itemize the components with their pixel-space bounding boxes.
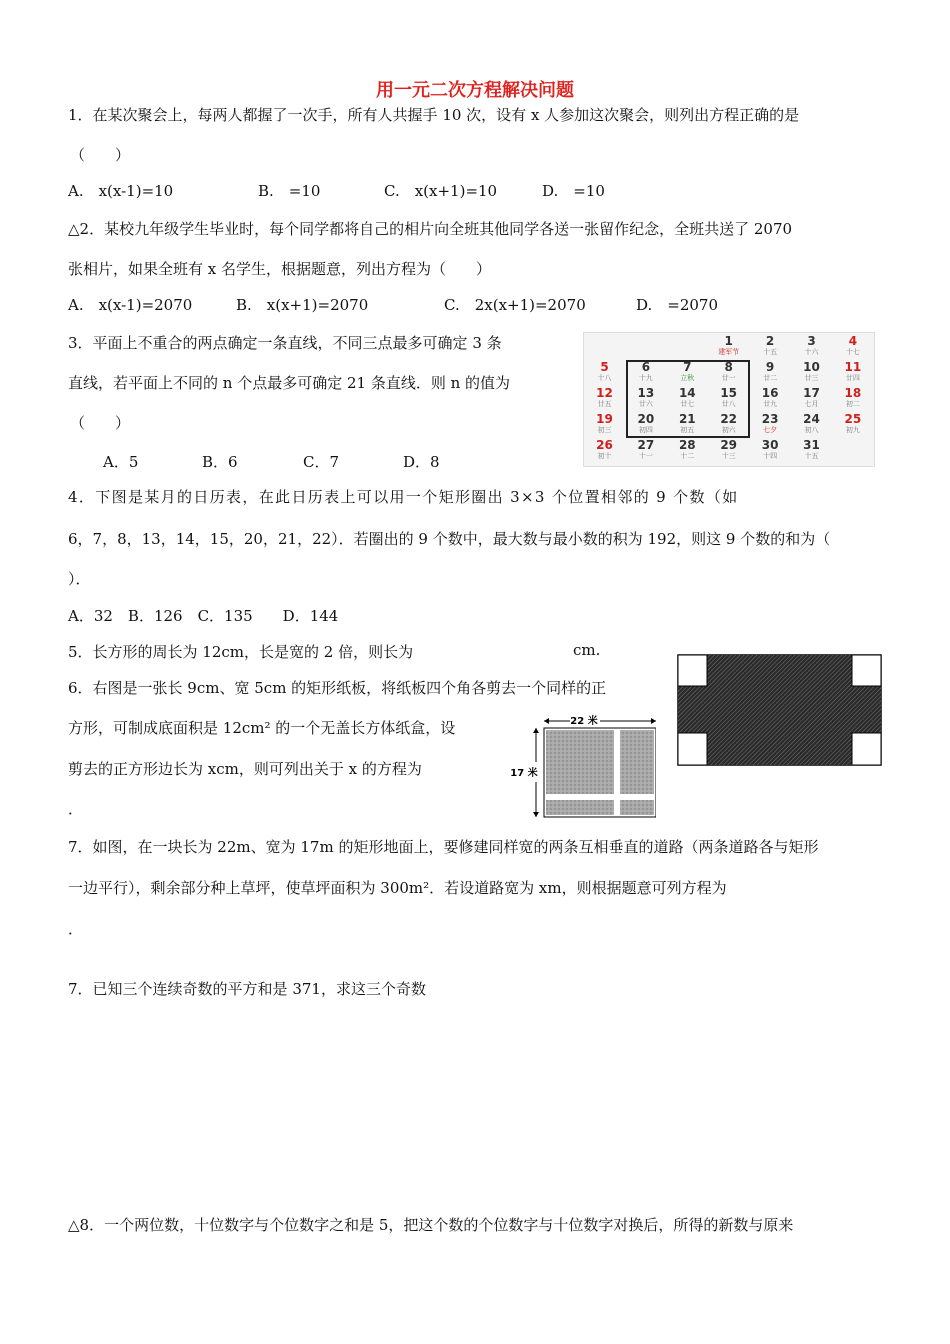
- calendar-day-lunar: 廿二: [763, 374, 778, 382]
- calendar-day-lunar: 七月: [804, 400, 819, 408]
- calendar-day-number: 25: [844, 412, 862, 426]
- calendar-day-lunar: 廿一: [721, 374, 736, 382]
- calendar-day-cell: [791, 413, 832, 439]
- lawn-top-right: [620, 730, 654, 794]
- calendar-day-lunar: 初十: [597, 452, 612, 460]
- calendar-day-number: 16: [761, 386, 779, 400]
- q2-line1: △2．某校九年级学生毕业时，每个同学都将自己的相片向全班其他同学各送一张留作纪念，全班共送了 2070: [68, 220, 793, 238]
- calendar-day-number: 3: [807, 334, 816, 348]
- corner-square-tl: [678, 655, 707, 686]
- calendar-day-cell: [750, 335, 791, 361]
- calendar-day-lunar: 十八: [597, 374, 612, 382]
- calendar-day-number: 10: [803, 360, 820, 374]
- corner-square-tr: [852, 655, 881, 686]
- calendar-day-number: 4: [848, 334, 858, 348]
- box-net-figure: [677, 654, 882, 766]
- calendar-day-cell: [584, 439, 625, 465]
- calendar-day-cell: [708, 335, 749, 361]
- q3-option-a: A．5: [103, 453, 139, 471]
- q4-line3: ）．: [68, 570, 91, 588]
- calendar-day-number: 26: [596, 438, 613, 452]
- calendar-day-lunar: 十三: [721, 452, 736, 460]
- calendar-day-number: 9: [765, 360, 775, 374]
- q6-line2: 方形，可制成底面积是 12cm² 的一个无盖长方体纸盒，设: [68, 719, 456, 737]
- q3-line2: 直线，若平面上不同的 n 个点最多可确定 21 条直线．则 n 的值为: [68, 374, 511, 392]
- q6-line4: ．: [68, 800, 84, 818]
- calendar-day-lunar: 廿五: [597, 400, 612, 408]
- calendar-day-cell: [750, 413, 791, 439]
- calendar-day-number: 14: [678, 386, 696, 400]
- calendar-day-lunar: 建军节: [718, 348, 740, 356]
- calendar-day-number: 28: [678, 438, 696, 452]
- q3-line1: 3．平面上不重合的两点确定一条直线，不同三点最多可确定 3 条: [68, 334, 502, 352]
- calendar-figure: [583, 332, 875, 467]
- calendar-day-cell: [667, 439, 708, 465]
- calendar-day-lunar: 廿八: [721, 400, 736, 408]
- q8-text: △8．一个两位数，十位数字与个位数字之和是 5，把这个数的个位数字与十位数字对换后，所得的新数与原来: [68, 1216, 794, 1234]
- q1-option-b: B. =10: [258, 182, 321, 200]
- calendar-day-cell: [667, 335, 708, 361]
- q6-line1: 6．右图是一张长 9cm、宽 5cm 的矩形纸板，将纸板四个角各剪去一个同样的正: [68, 679, 607, 697]
- page-title: 用一元二次方程解决问题: [376, 80, 574, 101]
- calendar-day-number: 20: [637, 412, 655, 426]
- q1-option-c: C. x(x+1)=10: [384, 182, 498, 200]
- q3-option-b: B．6: [202, 453, 238, 471]
- q5-unit: cm.: [573, 641, 601, 659]
- calendar-day-lunar: 初二: [845, 400, 860, 408]
- calendar-day-number: 19: [596, 412, 613, 426]
- calendar-day-number: 1: [724, 334, 733, 348]
- calendar-day-lunar: 十二: [680, 452, 695, 460]
- calendar-day-lunar: 初八: [804, 426, 819, 434]
- width-label: 22 米: [570, 716, 598, 727]
- q6-line3: 剪去的正方形边长为 xcm，则可列出关于 x 的方程为: [68, 760, 422, 778]
- calendar-day-number: 17: [803, 386, 820, 400]
- calendar-day-lunar: 初六: [721, 426, 736, 434]
- q5-text: 5．长方形的周长为 12cm，长是宽的 2 倍，则长为: [68, 643, 414, 661]
- calendar-day-cell: [625, 335, 666, 361]
- calendar-day-number: 27: [637, 438, 655, 452]
- q3-option-c: C．7: [303, 453, 340, 471]
- calendar-day-number: 29: [720, 438, 738, 452]
- calendar-day-lunar: 十五: [804, 452, 819, 460]
- calendar-day-number: 31: [803, 438, 820, 452]
- calendar-day-number: 7: [683, 360, 692, 374]
- calendar-day-lunar: 初五: [680, 426, 695, 434]
- calendar-day-number: 12: [596, 386, 613, 400]
- q2-option-a: A. x(x-1)=2070: [68, 296, 193, 314]
- calendar-day-lunar: 七夕: [763, 426, 778, 434]
- q2-option-b: B. x(x+1)=2070: [236, 296, 369, 314]
- calendar-day-lunar: 十六: [804, 348, 819, 356]
- calendar-day-lunar: 初九: [845, 426, 860, 434]
- calendar-day-cell: [584, 335, 625, 361]
- calendar-selection-rectangle: [626, 360, 750, 438]
- calendar-day-lunar: 立秋: [680, 374, 695, 382]
- corner-square-br: [852, 733, 881, 765]
- q7-line1: 7．如图，在一块长为 22m、宽为 17m 的矩形地面上，要修建同样宽的两条互相垂直的道路（两条道路各与矩形: [68, 838, 819, 856]
- calendar-day-lunar: 十九: [638, 374, 653, 382]
- q4-options: A．32 B．126 C．135 D．144: [68, 607, 339, 625]
- calendar-day-number: 8: [724, 360, 733, 374]
- calendar-day-cell: [832, 335, 873, 361]
- calendar-day-number: 6: [641, 360, 651, 374]
- q7b-text: 7．已知三个连续奇数的平方和是 371，求这三个奇数: [68, 980, 426, 998]
- lawn-bottom-right: [620, 800, 654, 815]
- calendar-day-cell: [832, 361, 873, 387]
- calendar-day-number: 24: [803, 412, 820, 426]
- q4-line2: 6，7，8，13，14，15，20，21，22）．若圈出的 9 个数中，最大数与最小数的积为 192，则这 9 个数的和为（: [68, 530, 831, 548]
- calendar-day-number: 30: [761, 438, 779, 452]
- calendar-day-cell: [750, 439, 791, 465]
- calendar-day-number: 13: [637, 386, 655, 400]
- calendar-day-lunar: 十七: [845, 348, 860, 356]
- q1-paren: （ ）: [70, 146, 131, 164]
- calendar-day-lunar: 廿四: [845, 374, 860, 382]
- q1-option-d: D. =10: [542, 182, 605, 200]
- calendar-day-number: 22: [720, 412, 738, 426]
- calendar-day-lunar: 廿六: [638, 400, 653, 408]
- calendar-day-cell: [584, 387, 625, 413]
- height-label: 17 米: [510, 768, 538, 779]
- calendar-day-lunar: 十一: [638, 452, 653, 460]
- calendar-day-cell: [750, 361, 791, 387]
- calendar-day-number: 18: [844, 386, 862, 400]
- calendar-day-cell: [832, 413, 873, 439]
- calendar-day-number: 2: [765, 334, 775, 348]
- calendar-day-cell: [832, 387, 873, 413]
- calendar-day-lunar: 廿九: [763, 400, 778, 408]
- q2-line2: 张相片，如果全班有 x 名学生，根据题意，列出方程为（ ）: [68, 260, 491, 278]
- calendar-day-cell: [584, 413, 625, 439]
- q1-option-a: A. x(x-1)=10: [68, 182, 174, 200]
- calendar-day-cell: [625, 439, 666, 465]
- calendar-day-lunar: 廿三: [804, 374, 819, 382]
- calendar-day-lunar: 十四: [763, 452, 778, 460]
- calendar-day-number: 15: [720, 386, 738, 400]
- hatched-band: [678, 686, 881, 733]
- calendar-day-cell: [832, 439, 873, 465]
- calendar-day-number: 11: [844, 360, 862, 374]
- q3-paren: （ ）: [70, 414, 131, 432]
- field-figure: [506, 712, 656, 818]
- calendar-day-number: 23: [761, 412, 779, 426]
- calendar-day-number: 5: [600, 360, 609, 374]
- q7-line3: ．: [68, 920, 84, 938]
- q1-text: 1．在某次聚会上，每两人都握了一次手，所有人共握手 10 次，设有 x 人参加这次聚会，则列出方程正确的是: [68, 106, 800, 124]
- calendar-day-cell: [791, 387, 832, 413]
- calendar-day-number: 21: [678, 412, 696, 426]
- calendar-day-cell: [708, 439, 749, 465]
- calendar-day-lunar: 十五: [763, 348, 778, 356]
- q3-option-d: D．8: [403, 453, 440, 471]
- calendar-day-cell: [791, 361, 832, 387]
- q2-option-d: D. =2070: [636, 296, 719, 314]
- calendar-day-cell: [584, 361, 625, 387]
- calendar-day-cell: [791, 439, 832, 465]
- calendar-day-lunar: 廿七: [680, 400, 695, 408]
- q7-line2: 一边平行），剩余部分种上草坪，使草坪面积为 300m²．若设道路宽为 xm，则根据题意可列方程为: [68, 879, 727, 897]
- calendar-day-lunar: 初四: [638, 426, 653, 434]
- corner-square-bl: [678, 733, 707, 765]
- q4-line1: 4．下图是某月的日历表，在此日历表上可以用一个矩形圈出 3×3 个位置相邻的 9 个数（如: [68, 488, 739, 506]
- q2-option-c: C. 2x(x+1)=2070: [444, 296, 586, 314]
- calendar-day-cell: [750, 387, 791, 413]
- lawn-top-left: [546, 730, 614, 794]
- calendar-day-cell: [791, 335, 832, 361]
- lawn-bottom-left: [546, 800, 614, 815]
- calendar-day-lunar: 初三: [597, 426, 612, 434]
